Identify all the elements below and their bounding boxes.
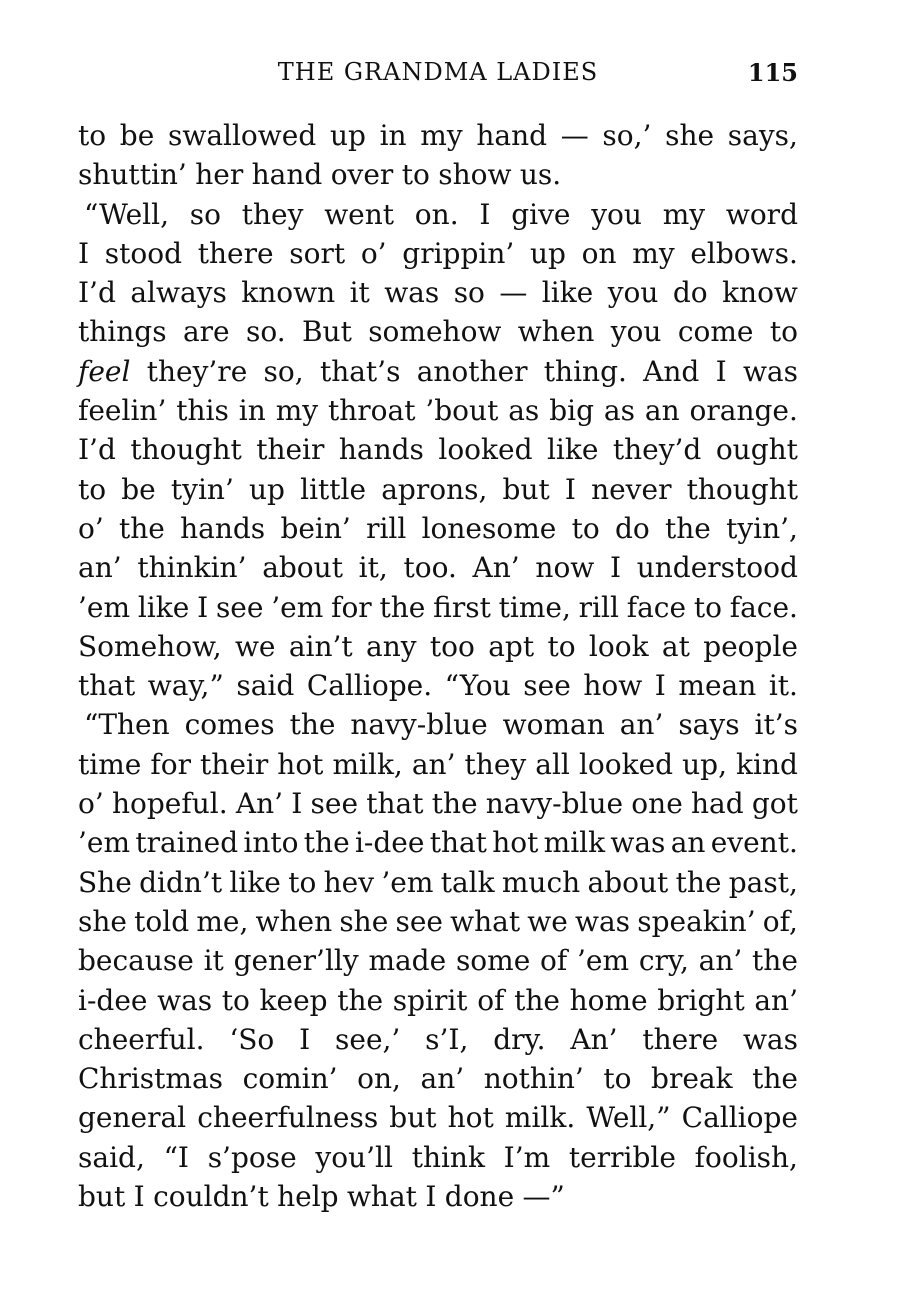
- text-line: “Then comes the navy-blue woman an’ says it’s: [84, 708, 798, 742]
- text-line: Somehow, we ain’t any too apt to look at people: [78, 629, 798, 663]
- page-number: 115: [747, 58, 798, 87]
- text-line: but I couldn’t help what I done —”: [78, 1180, 565, 1214]
- text-line: She didn’t like to hev ’em talk much about the past,: [78, 865, 798, 899]
- text-line: an’ thinkin’ about it, too. An’ now I understood: [78, 551, 798, 585]
- text-line: that way,” said Calliope. “You see how I mean it.: [78, 669, 798, 703]
- text-line: Christmas comin’ on, an’ nothin’ to break the: [78, 1062, 798, 1096]
- text-line: to be tyin’ up little aprons, but I never thought: [78, 472, 798, 506]
- text-line: shuttin’ her hand over to show us.: [78, 158, 562, 192]
- text-line: time for their hot milk, an’ they all looked up, kind: [78, 747, 798, 781]
- running-head: [78, 58, 798, 98]
- text-line: “Well, so they went on. I give you my word: [84, 197, 798, 231]
- text-line: general cheerfulness but hot milk. Well,” Calliope: [78, 1101, 798, 1135]
- text-line: i-dee was to keep the spirit of the home bright an’: [78, 983, 798, 1017]
- text-line: I’d thought their hands looked like they’d ought: [78, 433, 798, 467]
- text-line: she told me, when she see what we was speakin’ of,: [78, 904, 798, 938]
- text-line: ’em like I see ’em for the first time, rill face to face.: [78, 590, 798, 624]
- text-line: o’ the hands bein’ rill lonesome to do the tyin’,: [78, 511, 798, 545]
- body-text: [78, 116, 798, 1216]
- text-line: feel they’re so, that’s another thing. And I was: [78, 354, 798, 388]
- text-line: because it gener’lly made some of ’em cry, an’ the: [78, 944, 798, 978]
- text-line: ’em trained into the i-dee that hot milk was an event.: [78, 826, 798, 860]
- text-line: things are so. But somehow when you come to: [78, 315, 798, 349]
- text-line: cheerful. ‘So I see,’ s’I, dry. An’ there was: [78, 1022, 798, 1056]
- text-line: I’d always known it was so — like you do know: [78, 276, 798, 310]
- running-title: THE GRANDMA LADIES: [277, 58, 599, 86]
- text-line: I stood there sort o’ grippin’ up on my elbows.: [78, 236, 798, 270]
- text-line: feelin’ this in my throat ’bout as big as an orange.: [78, 394, 798, 428]
- text-line: o’ hopeful. An’ I see that the navy-blue one had got: [78, 787, 798, 821]
- text-line: said, “I s’pose you’ll think I’m terrible foolish,: [78, 1140, 798, 1174]
- text-line: to be swallowed up in my hand — so,’ she says,: [78, 119, 798, 152]
